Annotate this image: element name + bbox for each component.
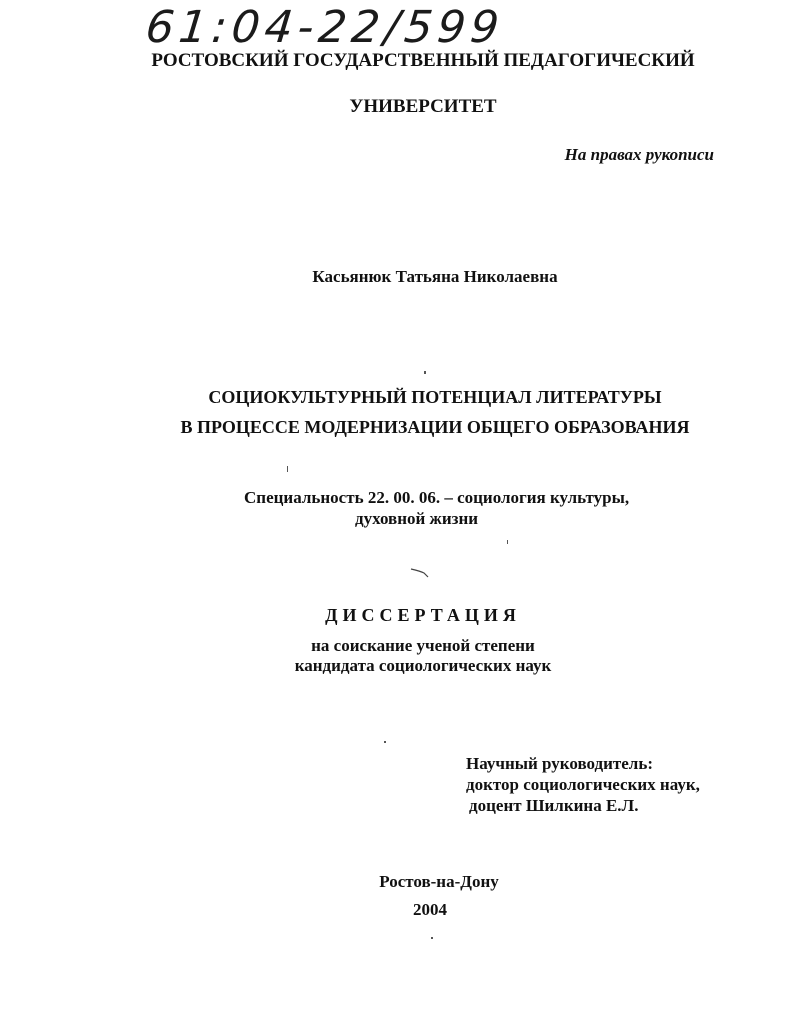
- city: Ростов-на-Дону: [379, 872, 499, 891]
- supervisor-heading: Научный руководитель:: [466, 754, 653, 773]
- university-name-line2: УНИВЕРСИТЕТ: [349, 96, 497, 117]
- degree-line2: кандидата социологических наук: [294, 656, 552, 675]
- degree-line1: на соискание ученой степени: [311, 636, 535, 655]
- dissertation-label: ДИССЕРТАЦИЯ: [325, 605, 521, 625]
- scan-speck: [384, 741, 386, 743]
- scan-mark-stroke: [411, 569, 428, 577]
- dissertation-title-line1: СОЦИОКУЛЬТУРНЫЙ ПОТЕНЦИАЛ ЛИТЕРАТУРЫ: [208, 387, 662, 407]
- dissertation-title-line2: В ПРОЦЕССЕ МОДЕРНИЗАЦИИ ОБЩЕГО ОБРАЗОВАНИЯ: [180, 417, 690, 437]
- manuscript-rights-note: На правах рукописи: [564, 145, 714, 164]
- specialty-line1: Специальность 22. 00. 06. – социология культуры,: [244, 488, 630, 507]
- scan-mark: [410, 566, 432, 580]
- specialty-line2: духовной жизни: [355, 509, 479, 528]
- supervisor-degree: доктор социологических наук,: [466, 775, 700, 794]
- scan-speck: [287, 466, 288, 472]
- author-name: Касьянюк Татьяна Николаевна: [312, 267, 558, 286]
- university-name-line1: РОСТОВСКИЙ ГОСУДАРСТВЕННЫЙ ПЕДАГОГИЧЕСКИЙ: [151, 50, 695, 71]
- scan-speck: [507, 540, 508, 544]
- year: 2004: [413, 900, 447, 919]
- scan-speck: [424, 371, 426, 374]
- scan-speck: [431, 937, 433, 939]
- archive-number-handwritten: 61:04-22/599: [143, 2, 507, 53]
- supervisor-name: доцент Шилкина Е.Л.: [469, 796, 639, 815]
